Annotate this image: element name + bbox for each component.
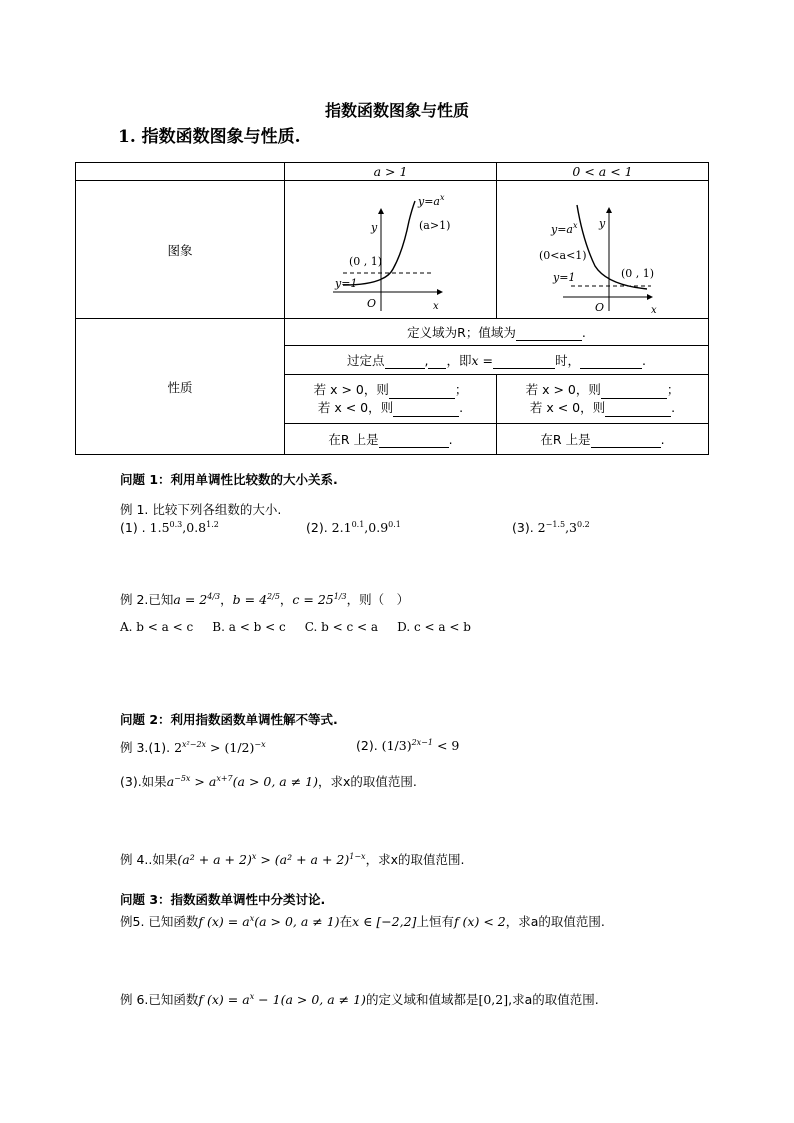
- graph-a-lt-1: [497, 181, 708, 315]
- x-axis-arrow: [437, 289, 443, 295]
- row-label-props: 性质: [76, 319, 285, 455]
- g2-exp: x: [573, 221, 578, 230]
- g2-cond: (0<a<1): [539, 249, 587, 262]
- q1-title: 问题 1：利用单调性比较数的大小关系.: [120, 472, 338, 487]
- fixed-x: x =: [471, 353, 493, 368]
- y-axis-arrow: [378, 208, 384, 214]
- page-title: 指数函数图象与性质: [324, 101, 469, 120]
- g2-func: y=a: [551, 223, 573, 236]
- y-axis-arrow-2: [606, 207, 612, 213]
- ex1-text: 例 1. 比较下列各组数的大小.: [120, 502, 282, 517]
- ex6-text: 例 6.已知函数f $(x) = a^x - 1(a > 0$, a ≠ 1)的定义域和值域都是[0,2],求a的取值范围.: [120, 991, 599, 1007]
- ex2-text: 例 2.已知$a = 2^{4/3}$，$b = 4^{2/5}$，$c = 25^{1/3}$，则（ ）: [120, 591, 410, 607]
- option-b[interactable]: B. a < b < c: [212, 620, 286, 634]
- g2-yaxis: y: [599, 217, 606, 230]
- g1-origin: O: [367, 297, 377, 310]
- ex4-text: 例 4..如果$(a^2 + a + 2)^x > (a^2 + a + 2)^{1-x}$，求x的取值范围.: [120, 851, 465, 867]
- fixed-point-cell: 过定点 , ，即x = 时， .: [285, 346, 709, 375]
- case1-line2: 若 x < 0，则: [317, 400, 394, 415]
- ex3-part2: (2). $(1/3)^{2x-1} < 9$: [356, 738, 460, 754]
- mono1: 在R 上是: [328, 432, 379, 447]
- g1-cond: (a>1): [419, 219, 451, 232]
- mono2: 在R 上是: [540, 432, 591, 447]
- graph-a-gt-1-cell: [285, 181, 497, 319]
- case2-line2: 若 x < 0，则: [529, 400, 606, 415]
- option-c[interactable]: C. b < c < a: [304, 620, 379, 634]
- g2-origin: O: [595, 301, 605, 314]
- fixed-pre: 过定点: [346, 353, 385, 368]
- ex3-part1: 例 3.(1). $2^{x^2-2x} > (1/2)^{-x}$: [120, 739, 266, 755]
- row-label-graph: 图象: [76, 181, 285, 319]
- g1-xaxis: x: [433, 301, 439, 312]
- q3-title: 问题 3：指数函数单调性中分类讨论.: [120, 892, 326, 907]
- domain-cell: 定义域为R；值域为 .: [285, 319, 709, 346]
- g1-func: y=a: [418, 195, 440, 208]
- case1-cell: 若 x > 0，则 ； 若 x < 0，则 .: [285, 375, 497, 424]
- case2-line1: 若 x > 0，则: [525, 382, 601, 397]
- g2-yline: y=1: [553, 271, 576, 284]
- fixed-post: 时，: [555, 353, 581, 368]
- ex1-part1: (1) . $1.5^{0.3},0.8^{1.2}$: [120, 520, 219, 536]
- graph-a-lt-1-cell: [497, 181, 709, 319]
- header-a-lt-1: 0 < a < 1: [497, 163, 709, 181]
- svg-text:y=ax: [550, 221, 578, 236]
- ex3-part3: (3).如果$a^{-5x} > a^{x+7}(a > 0$, a ≠ 1)，求x的取值范围.: [120, 773, 417, 789]
- case2-cell: 若 x > 0，则 ； 若 x < 0，则 .: [497, 375, 709, 424]
- graph-a-gt-1: [285, 181, 496, 315]
- g1-yline: y=1: [335, 277, 358, 290]
- g1-yaxis: y: [371, 221, 378, 234]
- q2-title: 问题 2：利用指数函数单调性解不等式.: [120, 712, 338, 727]
- x-axis-arrow-2: [647, 294, 653, 300]
- mono1-cell: 在R 上是 .: [285, 424, 497, 455]
- header-a-gt-1: a > 1: [285, 163, 497, 181]
- g2-xaxis: x: [651, 305, 657, 315]
- domain-text: 定义域为R；值域为: [407, 325, 516, 340]
- property-table: [75, 162, 709, 455]
- g1-exp: x: [440, 193, 445, 202]
- fixed-mid: ，即: [446, 353, 472, 368]
- ex2-options: [120, 620, 471, 634]
- option-a[interactable]: A. b < a < c: [120, 620, 194, 634]
- section-title: 1. 指数函数图象与性质.: [118, 127, 301, 147]
- ex1-part3: (3). $2^{-1.5},3^{0.2}$: [512, 520, 590, 536]
- g1-point: (0 , 1): [349, 255, 383, 268]
- header-empty-cell: [76, 163, 285, 181]
- mono2-cell: 在R 上是 .: [497, 424, 709, 455]
- case1-line1: 若 x > 0，则: [313, 382, 389, 397]
- g2-point: (0 , 1): [621, 267, 655, 280]
- svg-text:y=ax: [417, 193, 445, 208]
- ex1-part2: (2). $2.1^{0.1},0.9^{0.1}$: [306, 520, 401, 536]
- option-d[interactable]: D. c < a < b: [397, 620, 471, 634]
- ex5-text: 例5. 已知函数f $(x) = a^x(a > 0$, a ≠ 1)在x ∈ [−2,2]上恒有f (x) < 2，求a的取值范围.: [120, 913, 605, 929]
